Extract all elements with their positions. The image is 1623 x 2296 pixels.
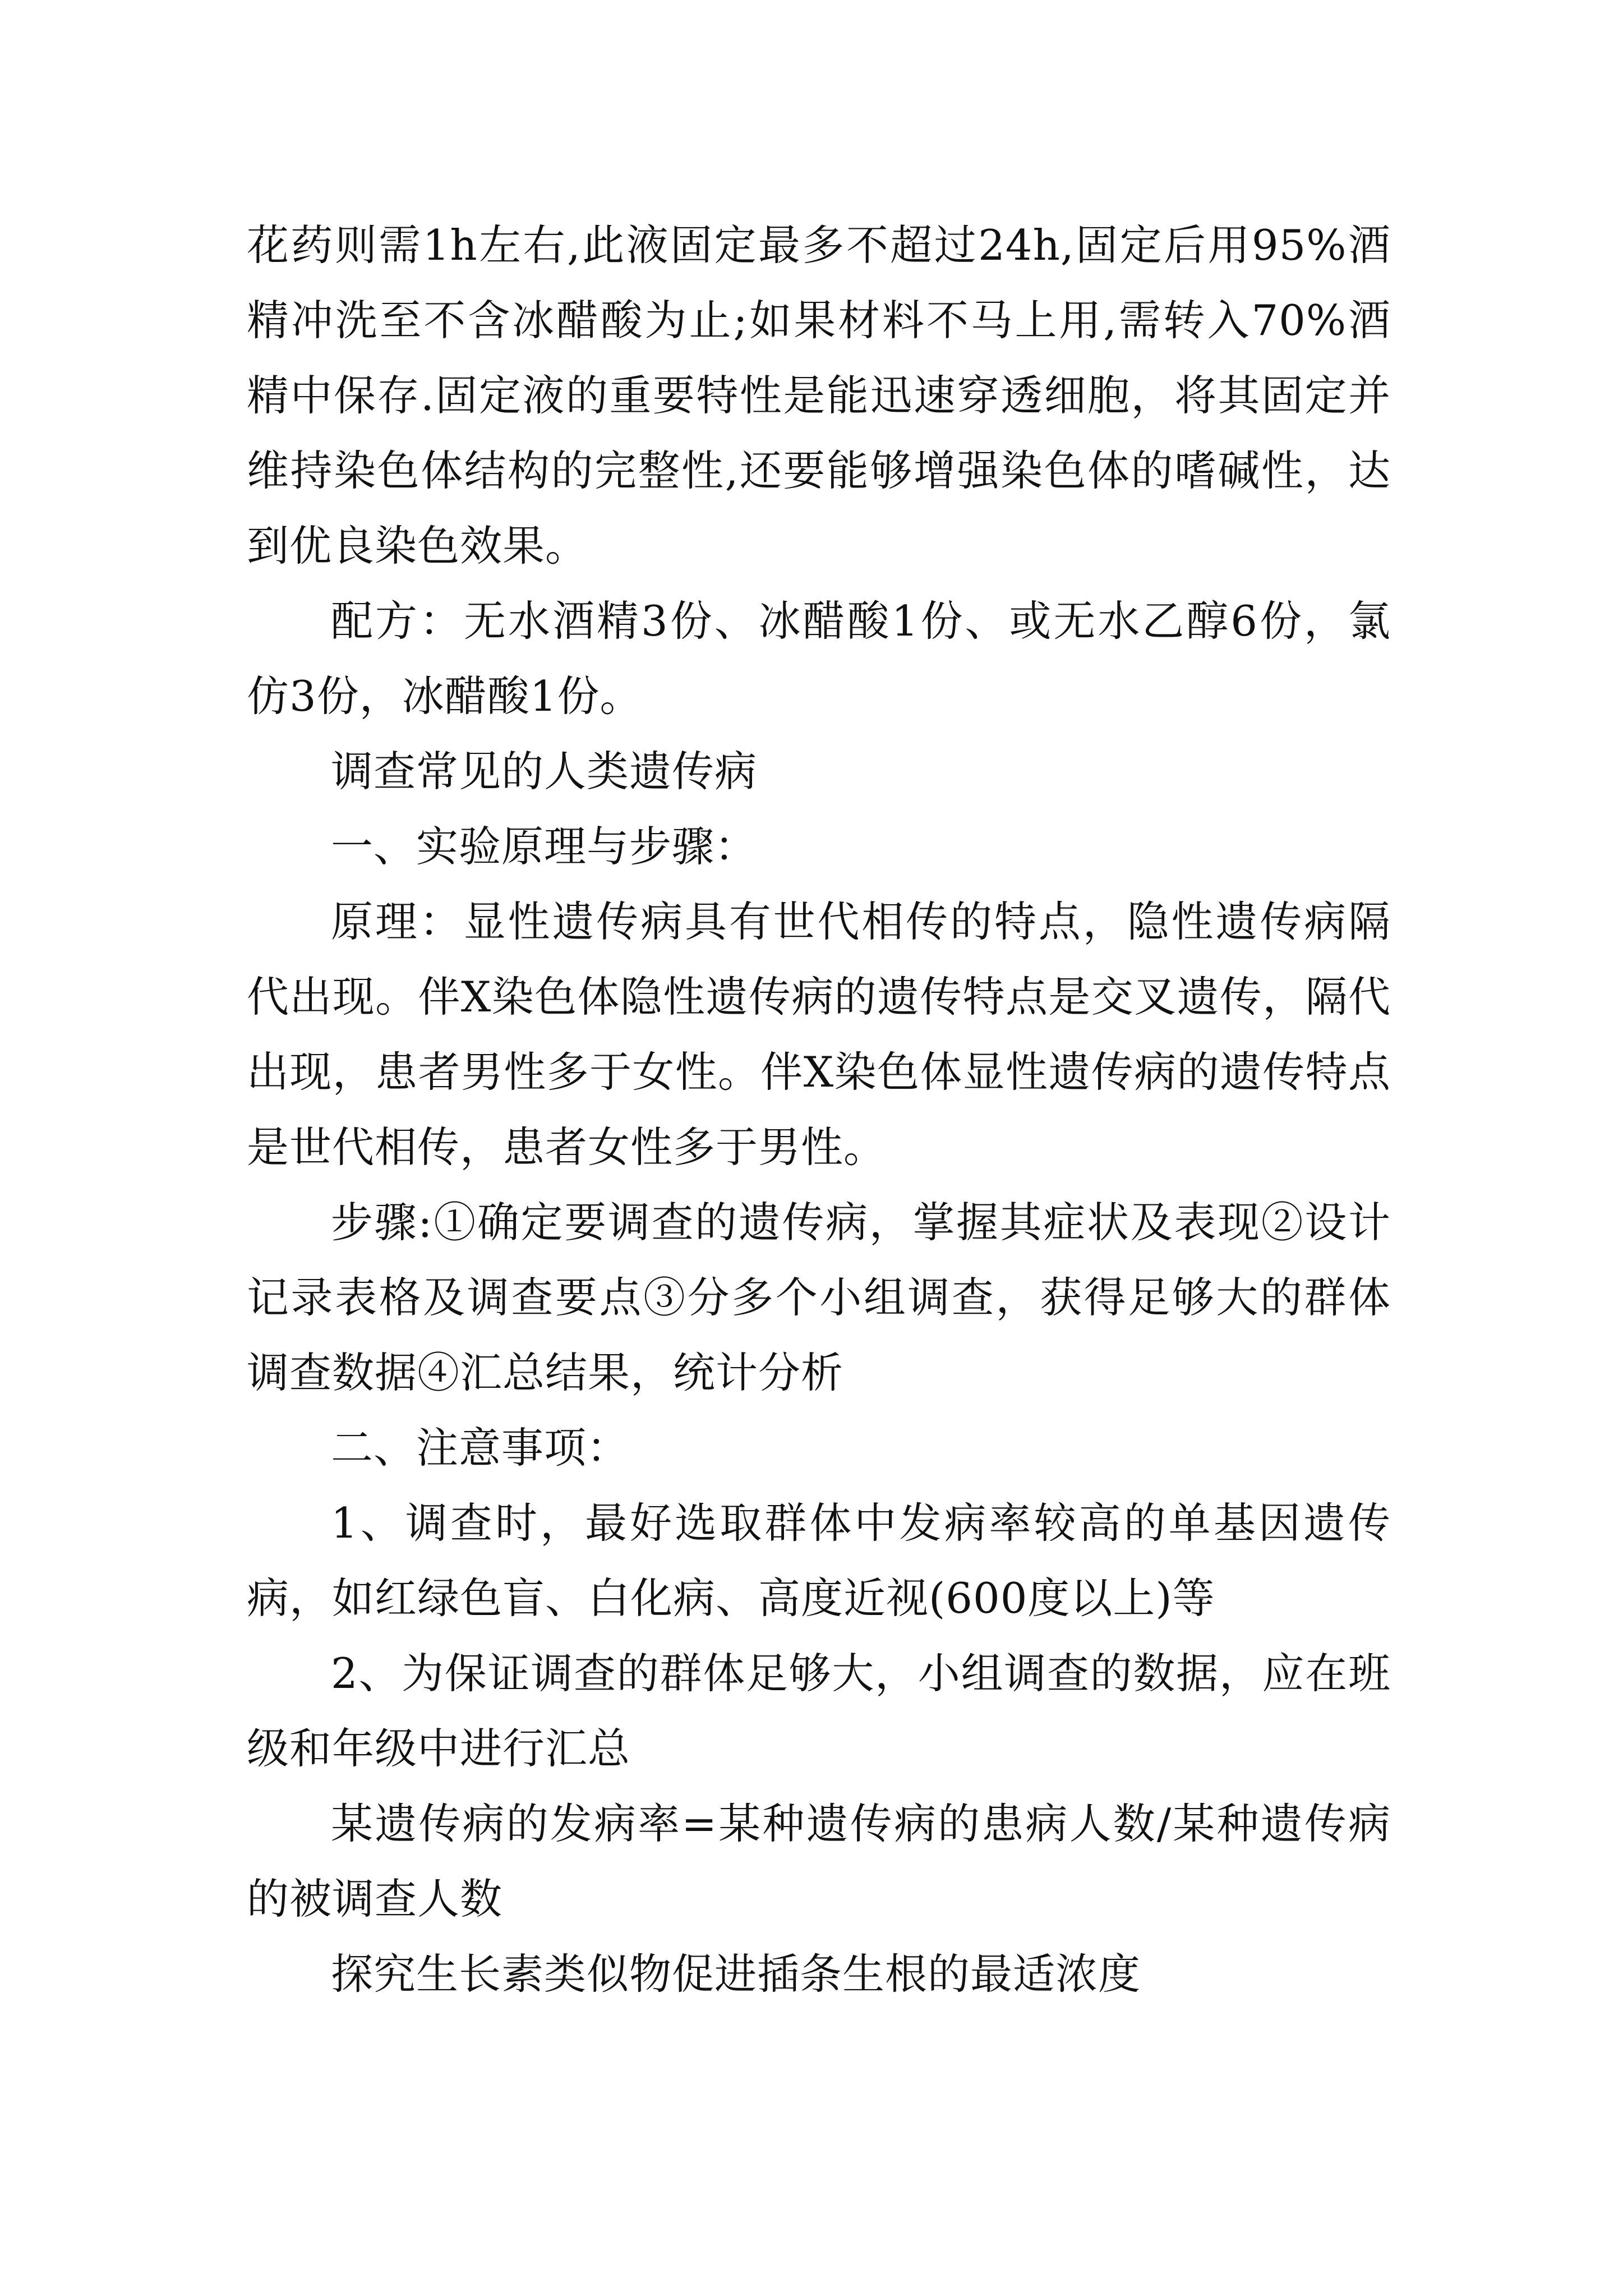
paragraph-note-1: 1、调查时，最好选取群体中发病率较高的单基因遗传病，如红绿色盲、白化病、高度近视(600度以上)等 bbox=[247, 1498, 1391, 1623]
section-heading-genetic-disease-survey: 调查常见的人类遗传病 bbox=[331, 747, 758, 796]
subheading-principle-and-steps: 一、实验原理与步骤： bbox=[331, 822, 758, 871]
paragraph-fixative-continuation: 花药则需1h左右,此液固定最多不超过24h,固定后用95%酒精冲洗至不含冰醋酸为止;如果材料不马上用,需转入70%酒精中保存.固定液的重要特性是能迅速穿透细胞，将其固定并维持染色体结构的完整性,还要能够增强染色体的嗜碱性，达到优良染色效果。 bbox=[247, 220, 1391, 570]
paragraph-principle: 原理：显性遗传病具有世代相传的特点，隐性遗传病隔代出现。伴X染色体隐性遗传病的遗传特点是交叉遗传，隔代出现，患者男性多于女性。伴X染色体显性遗传病的遗传特点是世代相传，患者女性多于男性。 bbox=[247, 897, 1391, 1172]
paragraph-formula: 配方：无水酒精3份、冰醋酸1份、或无水乙醇6份，氯仿3份，冰醋酸1份。 bbox=[247, 596, 1391, 721]
paragraph-note-2: 2、为保证调查的群体足够大，小组调查的数据，应在班级和年级中进行汇总 bbox=[247, 1649, 1391, 1773]
document-body bbox=[247, 208, 1391, 2012]
paragraph-steps: 步骤:①确定要调查的遗传病，掌握其症状及表现②设计记录表格及调查要点③分多个小组调查，获得足够大的群体调查数据④汇总结果，统计分析 bbox=[247, 1198, 1391, 1397]
paragraph-incidence-formula: 某遗传病的发病率=某种遗传病的患病人数/某种遗传病的被调查人数 bbox=[247, 1799, 1391, 1924]
section-heading-auxin-analog: 探究生长素类似物促进插条生根的最适浓度 bbox=[331, 1949, 1141, 1999]
subheading-notes: 二、注意事项： bbox=[331, 1423, 630, 1473]
